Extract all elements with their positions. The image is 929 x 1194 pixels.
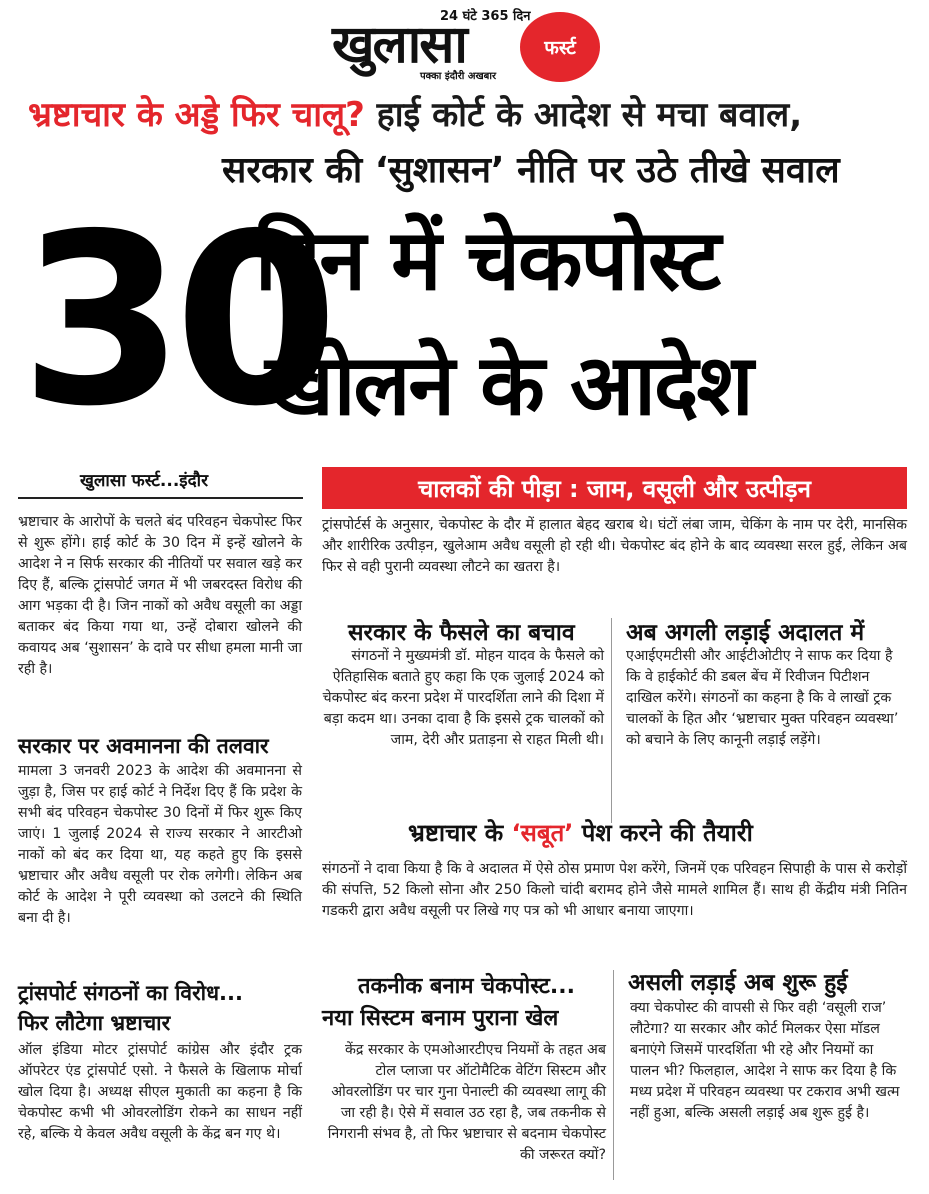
dateline-rule [18,497,303,499]
kicker-red: भ्रष्टाचार के अड्डे फिर चालू? [28,95,365,135]
tech-title-2: नया सिस्टम बनाम पुराना खेल [322,1006,559,1031]
section-protest-title-1: ट्रांसपोर्ट संगठनों का विरोध... [18,981,243,1005]
masthead-subtitle: पक्का इंदौरी अखबार [420,71,497,82]
pain-body: ट्रांसपोर्टर्स के अनुसार, चेकपोस्ट के दौर में हालात बेहद खराब थे। घंटों लंबा जाम, चेकिंग के नाम पर देरी, मानसिक और शारीरिक उत्पीड़न, खुलेआम अवैध वसूली हो रही थी। चेकपोस्ट बंद होने के बाद व्यवस्था सरल हुई, लेकिन अब फिर से वही पुरानी व्यवस्था लौटने का खतरा है। [322,517,907,575]
kicker-line1-rest: हाई कोर्ट के आदेश से मचा बवाल, [376,95,803,135]
dateline: खुलासा फर्स्ट...इंदौर [80,471,209,491]
real-fight-title: असली लड़ाई अब शुरू हुई [628,970,848,996]
section-contempt-body: मामला 3 जनवरी 2023 के आदेश की अवमानना से जुड़ा है, जिस पर हाई कोर्ट ने निर्देश दिए हैं कि प्रदेश के सभी बंद परिवहन चेकपोस्ट 30 दिनों में फिर शुरू किए जाएं। 1 जुलाई 2024 से राज्य सरकार ने आरटीओ नाकों को बंद कर दिया था, यह कहते हुए कि इससे भ्रष्टाचार और अवैध वसूली पर रोक लगेगी। लेकिन अब कोर्ट के आदेश ने पूरी व्यवस्था को उलटने की स्थिति बना दी है। [18,763,302,926]
section-protest-body: ऑल इंडिया मोटर ट्रांसपोर्ट कांग्रेस और इंदौर ट्रक ऑपरेटर एंड ट्रांसपोर्ट एसो. ने फैसले के खिलाफ मोर्चा खोल दिया है। अध्यक्ष सीएल मुकाती का कहना है कि चेकपोस्ट कभी भी ओवरलोडिंग रोकने का साधन नहीं रहे, बल्कि ये केवल अवैध वसूली के केंद्र बन गए थे। [18,1042,302,1142]
real-fight-body: क्या चेकपोस्ट की वापसी से फिर वही ‘वसूली राज’ लौटेगा? या सरकार और कोर्ट मिलकर ऐसा मॉडल बनाएंगे जिसमें पारदर्शिता भी रहे और नियमों का पालन भी? फिलहाल, आदेश ने साफ कर दिया है कि मध्य प्रदेश में परिवहन व्यवस्था पर टकराव अभी खत्म नहीं हुआ, बल्कि असली लड़ाई अब शुरू हुई है। [630,1000,900,1121]
evidence-title-red: ‘सबूत’ [511,819,574,847]
masthead-logo: खुलासा [332,15,466,75]
masthead-tagline: 24 घंटे 365 दिन [440,9,531,24]
evidence-title-pre: भ्रष्टाचार के [408,819,504,847]
evidence-body: संगठनों ने दावा किया है कि वे अदालत में ऐसे ठोस प्रमाण पेश करेंगे, जिनमें एक परिवहन सिपाही के पास से करोड़ों की संपत्ति, 52 किलो सोना और 250 किलो चांदी बरामद होने जैसे मामले शामिल हैं। साथ ही केंद्रीय मंत्री नितिन गडकरी द्वारा अवैध वसूली पर लिखे गए पत्र को भी आधार बनाया जाएगा। [322,861,907,919]
section-protest-title-2: फिर लौटेगा भ्रष्टाचार [18,1011,171,1035]
masthead-badge: फर्स्ट [520,12,600,82]
headline-number: 30 [20,183,329,458]
column-divider [611,618,612,823]
defense-body: संगठनों ने मुख्यमंत्री डॉ. मोहन यादव के फैसले को ऐतिहासिक बताते हुए कहा कि एक जुलाई 2024 को चेकपोस्ट बंद करना प्रदेश में पारदर्शिता लाने की दिशा में बड़ा कदम था। उनका दावा है कि इससे ट्रक चालकों को जाम, देरी और प्रताड़ना से राहत मिली थी। [322,648,604,748]
kicker-line-2: सरकार की ‘सुशासन’ नीति पर उठे तीखे सवाल [222,150,840,191]
evidence-title-post: पेश करने की तैयारी [581,819,753,847]
headline-line-1: दिन में चेकपोस्ट [255,211,720,309]
headline-line-2: खोलने के आदेश [265,336,752,434]
section-contempt-title: सरकार पर अवमानना की तलवार [18,734,269,758]
kicker-line-1 [28,92,802,138]
court-title: अब अगली लड़ाई अदालत में [626,620,865,646]
evidence-title [408,820,753,846]
defense-title: सरकार के फैसले का बचाव [348,620,575,646]
tech-body: केंद्र सरकार के एमओआरटीएच नियमों के तहत अब टोल प्लाजा पर ऑटोमैटिक वेटिंग सिस्टम और ओवरलोडिंग पर चार गुना पेनाल्टी की व्यवस्था लागू की जा रही है। ऐसे में सवाल उठ रहा है, जब तकनीक से निगरानी संभव है, तो फिर भ्रष्टाचार से बदनाम चेकपोस्ट की जरूरत क्यों? [327,1042,606,1163]
court-body: एआईएमटीसी और आईटीओटीए ने साफ कर दिया है कि वे हाईकोर्ट की डबल बेंच में रिवीजन पिटीशन दाखिल करेंगे। संगठनों का कहना है कि वे लाखों ट्रक चालकों के हित और ‘भ्रष्टाचार मुक्त परिवहन व्यवस्था’ को बचाने के लिए कानूनी लड़ाई लड़ेंगे। [626,648,899,748]
pain-banner: चालकों की पीड़ा : जाम, वसूली और उत्पीड़न [322,467,907,509]
column-divider-lower [613,970,614,1180]
tech-title-1: तकनीक बनाम चेकपोस्ट... [358,974,575,999]
intro-paragraph: भ्रष्टाचार के आरोपों के चलते बंद परिवहन चेकपोस्ट फिर से शुरू होंगे। हाई कोर्ट के 30 दिन में इन्हें खोलने के आदेश ने न सिर्फ सरकार की नीतियों पर सवाल खड़े कर दिए हैं, बल्कि ट्रांसपोर्ट जगत में भी जबरदस्त विरोध की आग भड़का दी है। जिन नाकों को अवैध वसूली का अड्डा बताकर बंद किया गया था, उन्हें दोबारा खोलने की कवायद अब ‘सुशासन’ के दावे पर सीधा हमला मानी जा रही है। [18,514,302,677]
